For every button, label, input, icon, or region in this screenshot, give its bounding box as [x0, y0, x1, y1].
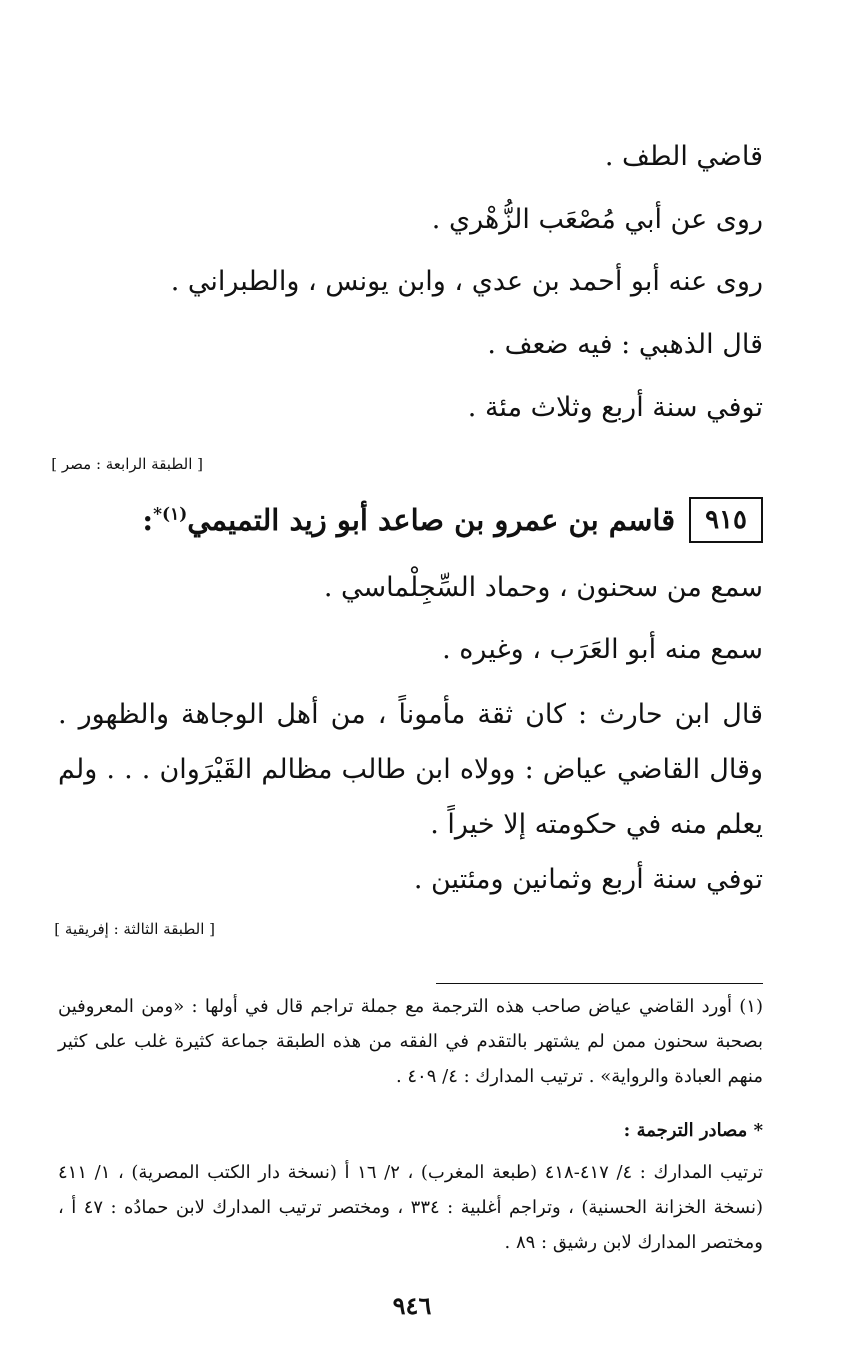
- tabaqa-tag: [ الطبقة الثالثة : إفريقية ]: [54, 920, 215, 938]
- death-line: توفي سنة أربع وثمانين ومئتين .: [413, 864, 763, 895]
- entry-name: قاسم بن عمرو بن صاعد أبو زيد التميمي: [187, 503, 676, 537]
- text-line: قاضي الطف .: [604, 141, 763, 172]
- footnote-1: (١) أورد القاضي عياض صاحب هذه الترجمة مع جملة تراجم قال في أولها : «ومن المعروفين بصحبة سحنون ممن لم يشتهر بالتقدم في الفقه من هذه الطبقة جماعة كثيرة غلب على كثير منهم العبادة والرواية» . ترتيب المدارك : ٤/ ٤٠٩ .: [58, 996, 763, 1087]
- text-line: توفي سنة أربع وثلاث مئة .: [467, 392, 763, 423]
- heard-by-line: سمع منه أبو العَرَب ، وغيره .: [442, 634, 763, 665]
- entry-title: [142, 503, 675, 537]
- entry-heading: [142, 494, 763, 546]
- entry-colon: :: [142, 503, 154, 537]
- sources-text: ترتيب المدارك : ٤/ ٤١٧-٤١٨ (طبعة المغرب) ، ٢/ ١٦ أ (نسخة دار الكتب المصرية) ، ١/ ٤١١ (نسخة الخزانة الحسنية) ، وتراجم أغلبية : ٣٣٤ ، ومختصر ترتيب المدارك لابن حمادُه : ٤٧ أ ، ومختصر المدارك لابن رشيق : ٨٩ .: [58, 1162, 764, 1253]
- text-line: روى عن أبي مُصْعَب الزُّهْري .: [431, 204, 763, 235]
- text-line: قال الذهبي : فيه ضعف .: [487, 329, 763, 360]
- footnote-divider: [436, 983, 763, 984]
- tabaqa-tag: [ الطبقة الرابعة : مصر ]: [51, 455, 203, 473]
- quote-paragraph: قال ابن حارث : كان ثقة مأموناً ، من أهل الوجاهة والظهور . وقال القاضي عياض : وولاه ابن طالب مظالم القَيْرَوان . . . ولم يعلم منه في حكومته إلا خيراً .: [58, 699, 763, 840]
- entry-number: ٩١٥: [689, 497, 763, 543]
- footnote-marker: (١)*: [153, 504, 188, 525]
- sources-heading: * مصادر الترجمة :: [623, 1120, 763, 1141]
- text-line: روى عنه أبو أحمد بن عدي ، وابن يونس ، والطبراني .: [170, 266, 763, 297]
- page-number: ٩٤٦: [392, 1291, 432, 1320]
- heard-from-line: سمع من سحنون ، وحماد السِّجِلْماسي .: [323, 572, 763, 603]
